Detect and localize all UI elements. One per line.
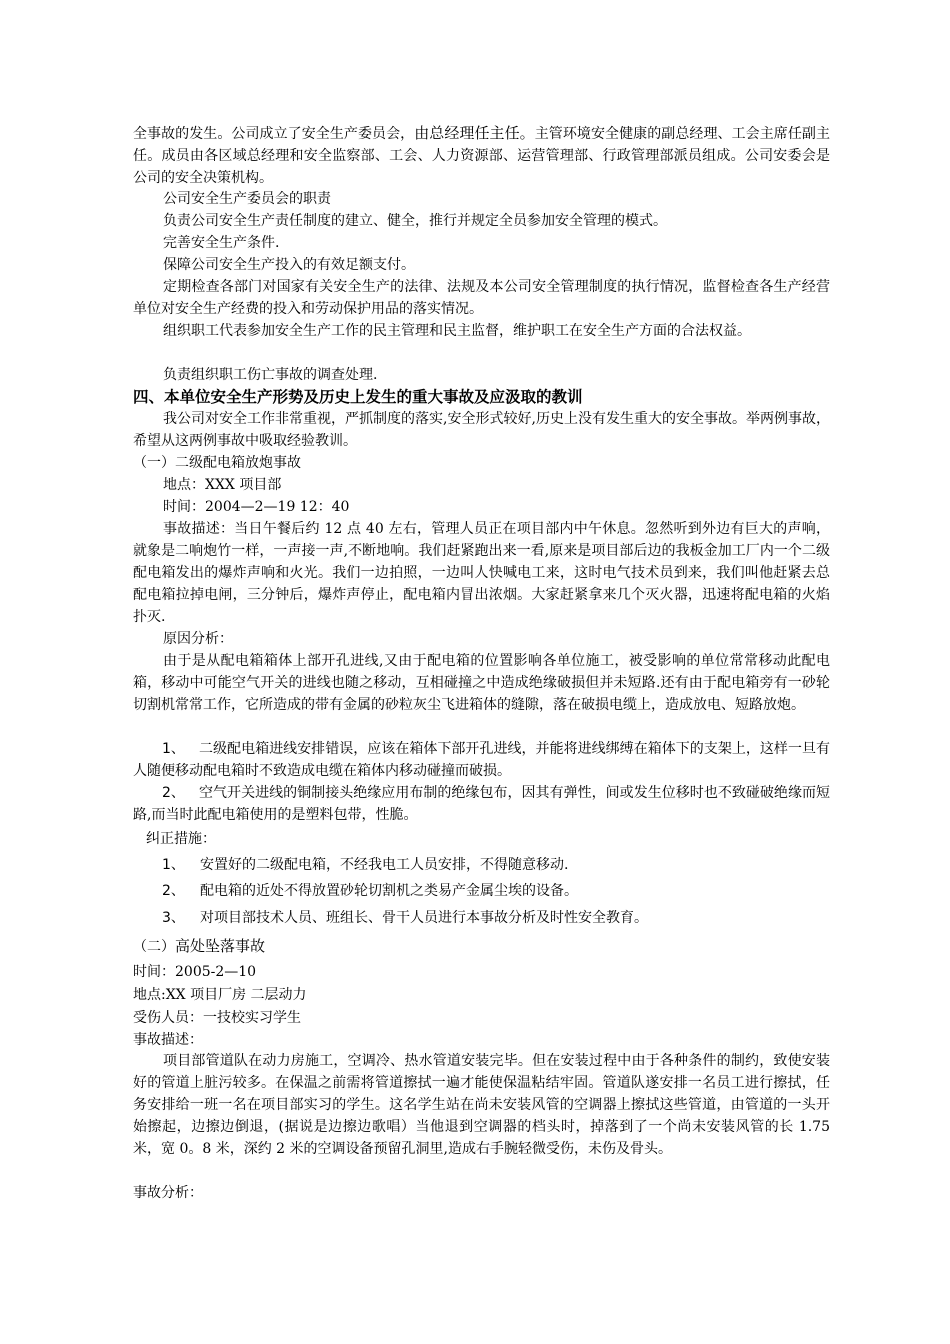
case2-desc-title: 事故描述：	[133, 1032, 203, 1048]
case2-title: （二）高处坠落事故	[133, 937, 266, 955]
duty-item: 定期检查各部门对国家有关安全生产的法律、法规及本公司安全管理制度的执行情况，监督检查各生产经营单位对安全生产经费的投入和劳动保护用品的落实情况。	[133, 279, 830, 317]
case1-cause-title: 原因分析：	[163, 631, 233, 647]
section-heading: 四、本单位安全生产形势及历史上发生的重大事故及应汲取的教训	[133, 388, 583, 406]
fix-item-number: 3、	[162, 910, 185, 926]
case1-description: 事故描述：当日午餐后约 12 点 40 左右，管理人员正在项目部内中午休息。忽然听到外边有巨大的声响，就象是二响炮竹一样，一声接一声,不断地响。我们赶紧跑出来一看,原来是项目部后边的我板金加工厂内一个二级配电箱发出的爆炸声响和火光。我们一边拍照，一边叫人快喊电工来，这时电气技术员到来，我们叫他赶紧去总配电箱拉掉电闸，三分钟后，爆炸声停止，配电箱内冒出浓烟。大家赶紧拿来几个灭火器，迅速将配电箱的火焰扑灭.	[133, 521, 830, 625]
fix-item-text: 安置好的二级配电箱，不经我电工人员安排，不得随意移动.	[200, 857, 569, 873]
case2-description: 项目部管道队在动力房施工，空调冷、热水管道安装完毕。但在安装过程中由于各种条件的制约，致使安装好的管道上脏污较多。在保温之前需将管道擦拭一遍才能使保温粘结牢固。管道队遂安排一名员工进行擦拭，任务安排给一班一名在项目部实习的学生。这名学生站在尚未安装风管的空调器上擦拭这些管道，由管道的一头开始擦起，边擦边倒退，(据说是边擦边歌唱）当他退到空调器的档头时，掉落到了一个尚未安装风管的长 1.75 米，宽 0。8 米，深约 2 米的空调设备预留孔洞里,造成右手腕轻微受伤，未伤及骨头。	[133, 1053, 830, 1157]
duty-item: 负责公司安全生产责任制度的建立、健全，推行并规定全员参加安全管理的模式。	[163, 213, 667, 229]
fix-item-number: 2、	[162, 883, 185, 899]
duties-title: 公司安全生产委员会的职责	[163, 191, 331, 207]
case2-time: 时间：2005-2—10	[133, 964, 257, 980]
section-intro: 我公司对安全工作非常重视，严抓制度的落实,安全形式较好,历史上没有发生重大的安全事故。举两例事故，希望从这两例事故中吸取经验教训。	[133, 411, 830, 449]
fix-item-text: 配电箱的近处不得放置砂轮切割机之类易产金属尘埃的设备。	[200, 883, 578, 899]
duty-item: 负责组织职工伤亡事故的调查处理.	[163, 367, 378, 383]
case1-title: （一）二级配电箱放炮事故	[133, 455, 301, 471]
cause-item-number: 1、	[162, 741, 185, 757]
cause-item-text: 空气开关进线的铜制接头绝缘应用布制的绝缘包布，因其有弹性，间或发生位移时也不致碰破绝缘而短路,而当时此配电箱使用的是塑料包带，性脆。	[133, 785, 830, 823]
case2-injured: 受伤人员：一技校实习学生	[133, 1010, 301, 1026]
cause-item-text: 二级配电箱进线安排错误，应该在箱体下部开孔进线，并能将进线绑缚在箱体下的支架上，这样一旦有人随便移动配电箱时不致造成电缆在箱体内移动碰撞而破损。	[133, 741, 830, 779]
cause-item-number: 2、	[162, 785, 185, 801]
fix-item-number: 1、	[162, 857, 185, 873]
fix-item-text: 对项目部技术人员、班组长、骨干人员进行本事故分析及时性安全教育。	[200, 910, 648, 926]
duty-item: 保障公司安全生产投入的有效足额支付。	[163, 257, 415, 273]
case1-cause-text: 由于是从配电箱箱体上部开孔进线,又由于配电箱的位置影响各单位施工，被受影响的单位常常移动此配电箱，移动中可能空气开关的进线也随之移动，互相碰撞之中造成绝缘破损但并未短路.还有由于配电箱旁有一砂轮切割机常常工作，它所造成的带有金属的砂粒灰尘飞进箱体的缝隙，落在破损电缆上，造成放电、短路放炮。	[133, 653, 830, 713]
duty-item: 完善安全生产条件.	[163, 235, 280, 251]
case2-analysis-title: 事故分析：	[133, 1185, 203, 1201]
case1-fix-title: 纠正措施：	[146, 831, 216, 847]
case1-time: 时间：2004—2—19 12：40	[163, 499, 350, 515]
case1-location: 地点：XXX 项目部	[163, 477, 282, 493]
case2-location: 地点:XX 项目厂房 二层动力	[133, 987, 307, 1003]
duty-item: 组织职工代表参加安全生产工作的民主管理和民主监督，维护职工在安全生产方面的合法权益。	[163, 323, 751, 339]
committee-intro: 全事故的发生。公司成立了安全生产委员会，由总经理任主任。主管环境安全健康的副总经理、工会主席任副主任。成员由各区域总经理和安全监察部、工会、人力资源部、运营管理部、行政管理部派员组成。公司安委会是公司的安全决策机构。	[133, 124, 830, 186]
